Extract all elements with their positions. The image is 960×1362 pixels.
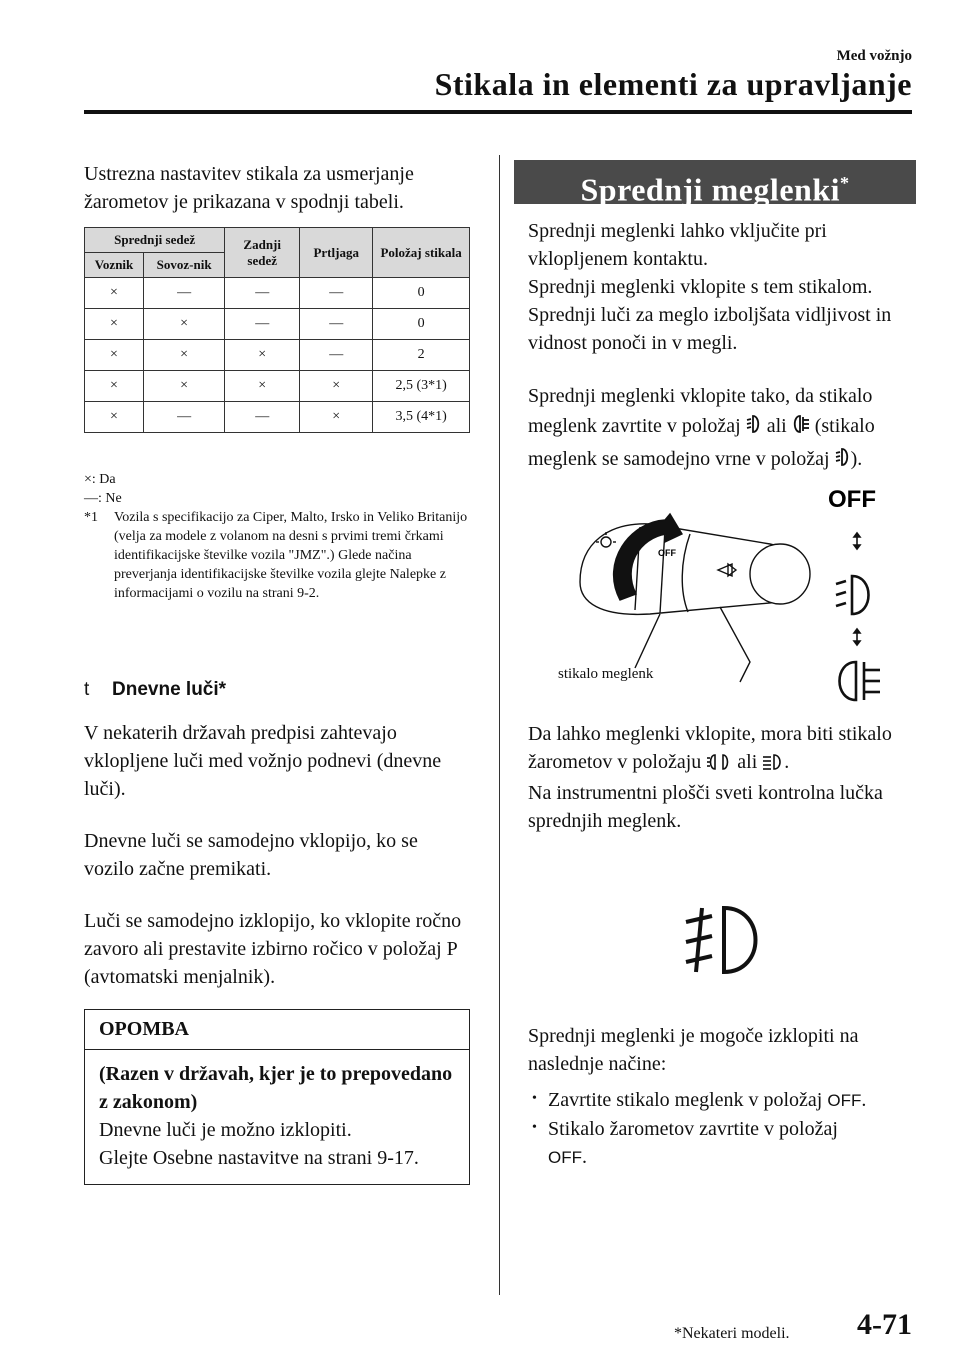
table-cell: — <box>300 278 373 309</box>
table-row <box>85 402 470 433</box>
table-cell: × <box>300 402 373 433</box>
front-fog-icon <box>746 413 762 444</box>
leveling-table-wrap <box>84 227 470 433</box>
bullet-item: • Stikalo žarometov zavrtite v položaj OFF. <box>528 1115 918 1172</box>
table-cell: 0 <box>373 309 470 340</box>
legend-yes: ×: Da <box>84 472 116 487</box>
front-fog-large-icon <box>836 576 869 614</box>
th-driver: Voznik <box>85 253 144 278</box>
fog-p5c: . <box>784 751 790 773</box>
table-row <box>85 278 470 309</box>
fog-p4d: ). <box>850 448 863 470</box>
table-cell: 3,5 (4*1) <box>373 402 470 433</box>
fog-p1: Sprednji meglenki lahko vključite pri vklopljenem kontaktu. <box>528 220 827 270</box>
parking-light-icon <box>706 751 732 779</box>
table-cell: × <box>85 278 144 309</box>
fog-p5b: ali <box>737 751 758 773</box>
footer-note: *Nekateri modeli. <box>674 1325 790 1342</box>
intro-text: Ustrezna nastavitev stikala za usmerjanje žarometov je prikazana v spodnji tabeli. <box>84 163 414 213</box>
footnote-text: Vozila s specifikacijo za Ciper, Malto, Irsko in Veliko Britanijo (velja za modele z volanom na desni s prvimi tremi črkami identifikacijske številke vozila "JMZ".) Glede načina preverjanja identifikacijske številke vozila glejte Nalepke z informacijami o vozilu na strani 9-2. <box>114 510 468 601</box>
footnote-mark: *1 <box>84 510 98 525</box>
fog-p4c: (stikalo meglenk se samodejno vrne v položaj <box>528 415 875 470</box>
drl-p1: V nekaterih državah predpisi zahtevajo vklopljene luči med vožnjo podnevi (dnevne luči). <box>84 722 442 800</box>
table-cell: × <box>144 309 225 340</box>
rear-fog-icon <box>792 413 810 444</box>
drl-text <box>84 719 470 991</box>
note-title: OPOMBA <box>85 1010 469 1050</box>
note-bold: (Razen v državah, kjer je to prepovedano z zakonom) <box>99 1063 453 1113</box>
note-line2: Glejte Osebne nastavitve na strani 9-17. <box>99 1147 419 1169</box>
banner-title: Sprednji meglenki <box>580 171 840 208</box>
th-front-seat: Sprednji sedež <box>85 228 225 253</box>
table-cell: — <box>225 402 300 433</box>
table-cell: — <box>144 402 225 433</box>
rear-fog-large-icon <box>840 662 881 700</box>
fog-p7: Sprednji meglenki je mogoče izklopiti na naslednje načine: <box>528 1025 859 1075</box>
header-rule <box>84 110 912 114</box>
switch-off-label: OFF <box>658 548 676 558</box>
fog-indicator-icon <box>680 900 770 980</box>
fog-p5a: Da lahko meglenki vklopite, mora biti stikalo žarometov v položaju <box>528 723 892 773</box>
fog-p3: Sprednji luči za meglo izboljšata vidljivost in vidnost ponoči in v megli. <box>528 304 892 354</box>
fog-text-1 <box>528 217 918 477</box>
th-trunk: Prtljaga <box>300 228 373 278</box>
table-cell: × <box>85 309 144 340</box>
table-cell: — <box>225 278 300 309</box>
off-text: OFF <box>827 1091 862 1110</box>
off-text: OFF <box>548 1148 582 1167</box>
table-cell: × <box>225 371 300 402</box>
th-position: Položaj stikala <box>373 228 470 278</box>
table-cell: × <box>85 402 144 433</box>
th-rear-seat: Zadnji sedež <box>225 228 300 278</box>
intro-paragraph <box>84 160 470 216</box>
table-cell: × <box>85 340 144 371</box>
table-cell: × <box>144 371 225 402</box>
table-cell: — <box>300 309 373 340</box>
table-cell: 0 <box>373 278 470 309</box>
column-divider <box>499 155 500 1295</box>
front-fog-icon <box>835 446 851 477</box>
header-section: Med vožnjo <box>836 48 912 64</box>
heading-drl: Dnevne luči* <box>112 679 227 700</box>
table-cell: × <box>85 371 144 402</box>
section-heading <box>84 679 470 701</box>
note-box <box>84 1009 470 1185</box>
table-row <box>85 309 470 340</box>
fog-p4b: ali <box>766 415 787 437</box>
fog-switch-illustration <box>540 482 920 704</box>
table-cell: 2 <box>373 340 470 371</box>
page-number: 4-71 <box>857 1308 912 1341</box>
bullet-item: • Zavrtite stikalo meglenk v položaj OFF. <box>528 1086 918 1115</box>
table-cell: — <box>300 340 373 371</box>
banner-mark: * <box>840 173 850 193</box>
switch-caption: stikalo meglenk <box>558 666 654 682</box>
fog-text-2 <box>528 720 918 835</box>
table-cell: × <box>300 371 373 402</box>
table-row <box>85 371 470 402</box>
fog-p2: Sprednji meglenki vklopite s tem stikalom. <box>528 276 873 298</box>
th-codriver: Sovoz-nik <box>144 253 225 278</box>
headlight-icon <box>762 751 784 779</box>
drl-p2: Dnevne luči se samodejno vklopijo, ko se vozilo začne premikati. <box>84 830 418 880</box>
bullet-text: Stikalo žarometov zavrtite v položaj <box>548 1118 838 1140</box>
table-notes <box>84 470 470 603</box>
drl-p3: Luči se samodejno izklopijo, ko vklopite ročno zavoro ali prestavite izbirno ročico v položaj P (avtomatski menjalnik). <box>84 910 462 988</box>
heading-marker: t <box>84 679 90 700</box>
note-line1: Dnevne luči je možno izklopiti. <box>99 1119 352 1141</box>
leveling-table <box>84 227 470 433</box>
fog-p4a: Sprednji meglenki vklopite tako, da stikalo meglenk zavrtite v položaj <box>528 385 873 437</box>
footnote <box>84 508 470 603</box>
table-cell: — <box>225 309 300 340</box>
off-label: OFF <box>828 486 876 513</box>
table-cell: — <box>144 278 225 309</box>
table-cell: × <box>144 340 225 371</box>
fog-p6: Na instrumentni plošči sveti kontrolna lučka sprednjih meglenk. <box>528 782 883 832</box>
table-cell: 2,5 (3*1) <box>373 371 470 402</box>
legend-no: —: Ne <box>84 491 122 506</box>
fog-text-3 <box>528 1022 918 1172</box>
section-banner <box>514 160 916 208</box>
table-cell: × <box>225 340 300 371</box>
table-row <box>85 340 470 371</box>
page-title: Stikala in elementi za upravljanje <box>434 66 912 102</box>
bullet-text: Zavrtite stikalo meglenk v položaj <box>548 1089 823 1111</box>
